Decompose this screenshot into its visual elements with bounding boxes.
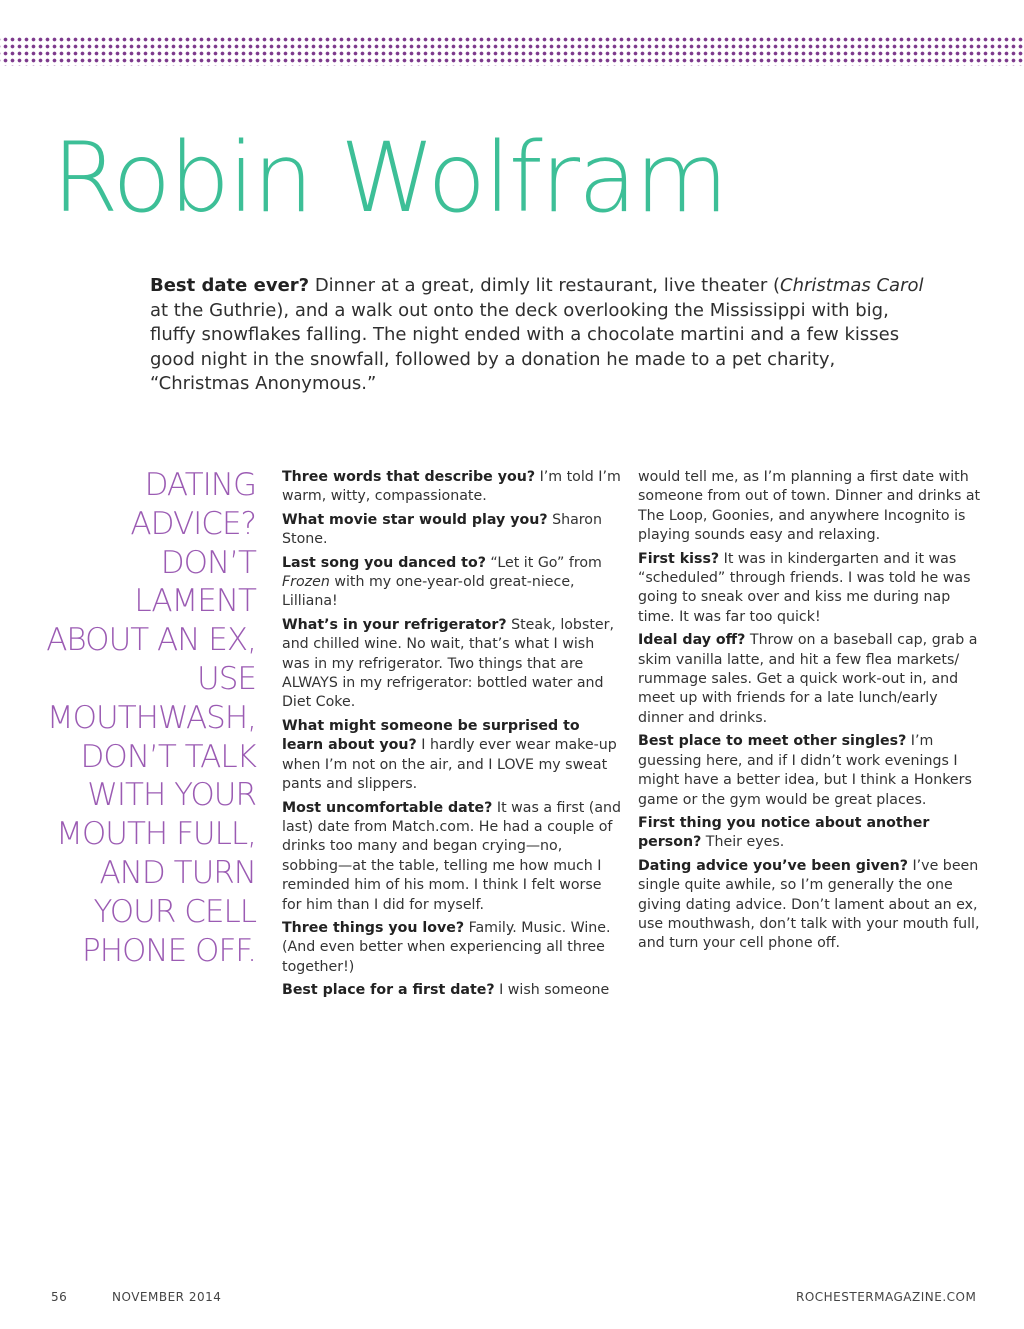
intro-italic: Christmas Carol (780, 275, 924, 296)
question: What’s in your refrigerator? (282, 616, 507, 633)
qa-column-left (282, 468, 622, 1005)
qa-advice (638, 857, 984, 954)
question: First kiss? (638, 550, 720, 567)
question: Best place to meet other singles? (638, 733, 907, 750)
question: Ideal day off? (638, 632, 746, 649)
question: What movie star would play you? (282, 511, 548, 528)
qa-refrigerator (282, 616, 622, 713)
answer: Sharon Stone. (282, 511, 602, 548)
answer: “Let it Go” from (485, 554, 602, 571)
answer: I’m told I’m warm, witty, compassionate. (282, 469, 621, 505)
answer: I’ve been single quite awhile, so I’m generally the one giving dating advice. Don’t lament about an ex, use mouthwash, don’t talk with your mouth full, and turn your cell phone off. (638, 857, 980, 952)
question: Three words that describe you? (282, 469, 536, 485)
intro-question: Best date ever? (150, 275, 310, 296)
intro-paragraph (150, 274, 930, 397)
answer: It was a first (and last) date from Match.com. He had a couple of drinks too many and began crying—no, sobbing—at the table, telling me how much I reminded him of his mom. I think I felt worse for him than I did for myself. (282, 799, 622, 913)
question: First thing you notice about another person? (638, 814, 930, 851)
page-number: 56 (51, 1290, 68, 1304)
answer: Steak, lobster, and chilled wine. No wait, that’s what I wish was in my refrigerator. Two things that are ALWAYS in my refrigerator: bottled water and Diet Coke. (282, 616, 614, 711)
answer-italic: Frozen (282, 574, 330, 591)
answer: Their eyes. (701, 834, 785, 851)
qa-first-date-place-continued (638, 468, 984, 546)
qa-uncomfortable (282, 799, 622, 915)
intro-text-after: at the Guthrie), and a walk out onto the deck overlooking the Mississippi with big, fluffy snowflakes falling. The night ended with a chocolate martini and a few kisses good night in the snowfall, followed by a donation he made to a pet charity, “Christmas Anonymous.” (150, 299, 900, 394)
qa-meet-singles (638, 732, 984, 810)
pullquote: DATING ADVICE? DON’T LAMENT ABOUT AN EX, USE MOUTHWASH, DON’T TALK WITH YOUR MOUTH FULL, AND TURN YOUR CELL PHONE OFF. (46, 467, 256, 969)
answer: would tell me, as I’m planning a first date with someone from out of town. Dinner and drinks at The Loop, Goonies, and anywhere Incognito is playing sounds easy and relaxing. (638, 469, 981, 544)
answer: I’m guessing here, and if I didn’t work evenings I might have a better idea, but I think a Honkers game or the gym would be great places. (638, 733, 972, 808)
question: Dating advice you’ve been given? (638, 857, 908, 874)
qa-movie-star (282, 511, 622, 550)
qa-column-right (638, 468, 984, 958)
qa-first-kiss (638, 550, 984, 628)
qa-last-song (282, 554, 622, 612)
qa-three-things (282, 919, 622, 977)
question: Three things you love? (282, 919, 465, 936)
answer: It was in kindergarten and it was “scheduled” through friends. I was told he was going to sneak over and kiss me during nap time. It was far too quick! (638, 550, 971, 625)
qa-first-notice (638, 814, 984, 853)
qa-ideal-day (638, 631, 984, 728)
qa-three-words (282, 468, 622, 507)
answer: I hardly ever wear make-up when I’m not on the air, and I LOVE my sweat pants and slippers. (282, 737, 617, 793)
dotted-border (0, 36, 1024, 66)
question: Last song you danced to? (282, 554, 486, 571)
question: Most uncomfortable date? (282, 799, 493, 816)
qa-first-date-place (282, 981, 622, 1000)
question: What might someone be surprised to learn about you? (282, 717, 580, 754)
website-link: ROCHESTERMAGAZINE.COM (796, 1290, 977, 1304)
answer: Throw on a baseball cap, grab a skim vanilla latte, and hit a few flea markets/ rummage sales. Get a quick work-out in, and meet up with friends for a late lunch/early dinner and drinks. (638, 632, 978, 726)
question: Best place for a first date? (282, 982, 495, 999)
answer: with my one-year-old great-niece, Lilliana! (282, 574, 575, 610)
qa-surprised (282, 717, 622, 795)
answer: Family. Music. Wine. (And even better when experiencing all three together!) (282, 919, 611, 975)
issue-date: NOVEMBER 2014 (112, 1290, 222, 1304)
intro-text-before: Dinner at a great, dimly lit restaurant, live theater ( (309, 275, 780, 296)
page-title: Robin Wolfram (52, 122, 727, 234)
answer: I wish someone (494, 982, 610, 999)
